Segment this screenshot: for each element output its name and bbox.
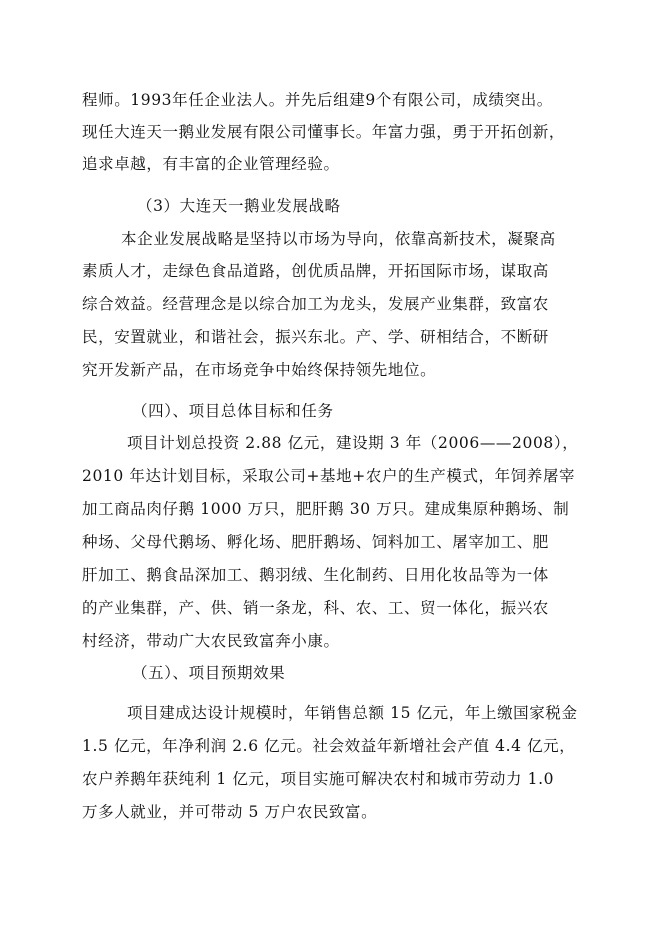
paragraph-line (0, 698, 662, 728)
section-heading (0, 396, 662, 426)
section-heading-text: （五）、项目预期效果 (132, 664, 286, 682)
text-run: 追求卓越，有丰富的企业管理经验。 (82, 155, 340, 173)
text-run: 肝加工、鹅食品深加工、鹅羽绒、生化制药、日用化妆品等为一体 (82, 566, 549, 584)
text-run: 2010 年达计划目标，采取公司+基地+农户的生产模式，年饲养屠宰 (82, 467, 576, 485)
text-run: 程师。1993年任企业法人。并先后组建9个有限公司，成绩突出。 (82, 91, 553, 109)
text-run: 素质人才，走绿色食品道路，创优质品牌，开拓国际市场，谋取高 (82, 262, 549, 280)
paragraph-line (0, 117, 662, 147)
paragraph-line (0, 256, 662, 286)
section-heading (0, 191, 662, 221)
paragraph-line (0, 322, 662, 352)
paragraph-line (0, 224, 662, 254)
text-run: 综合效益。经营理念是以综合加工为龙头，发展产业集群，致富农 (82, 295, 549, 313)
section-heading (0, 658, 662, 688)
text-run: 究开发新产品，在市场竞争中始终保持领先地位。 (82, 361, 437, 379)
text-run: 种场、父母代鹅场、孵化场、肥肝鹅场、饲料加工、屠宰加工、肥 (82, 533, 549, 551)
paragraph-line (0, 797, 662, 827)
text-run: 万多人就业，并可带动 5 万户农民致富。 (82, 803, 378, 821)
text-run: 民，安置就业，和谐社会，振兴东北。产、学、研相结合，不断研 (82, 328, 549, 346)
text-run: 的产业集群，产、供、销一条龙，科、农、工、贸一体化，振兴农 (82, 599, 549, 617)
paragraph-line (0, 560, 662, 590)
text-run: 农户养鹅年获纯利 1 亿元，项目实施可解决农村和城市劳动力 1.0 (82, 770, 555, 788)
paragraph-line (0, 355, 662, 385)
text-run: 1.5 亿元，年净利润 2.6 亿元。社会效益年新增社会产值 4.4 亿元， (82, 737, 576, 755)
text-run: 项目建成达设计规模时，年销售总额 15 亿元，年上缴国家税金 (127, 704, 578, 722)
paragraph-line (0, 527, 662, 557)
paragraph-line (0, 461, 662, 491)
text-run: 项目计划总投资 2.88 亿元，建设期 3 年（2006——2008）， (127, 434, 579, 452)
paragraph-line (0, 289, 662, 319)
section-heading-text: （四）、项目总体目标和任务 (132, 402, 334, 420)
paragraph-line (0, 494, 662, 524)
text-run: 本企业发展战略是坚持以市场为导向，依靠高新技术，凝聚高 (121, 230, 556, 248)
text-run: 加工商品肉仔鹅 1000 万只，肥肝鹅 30 万只。建成集原种鹅场、制 (82, 500, 570, 518)
paragraph-line (0, 428, 662, 458)
paragraph-line (0, 149, 662, 179)
text-run: 现任大连天一鹅业发展有限公司懂事长。年富力强，勇于开拓创新， (82, 123, 566, 141)
text-run: 村经济，带动广大农民致富奔小康。 (82, 632, 340, 650)
paragraph-line (0, 731, 662, 761)
section-heading-text: （3）大连天一鹅业发展战略 (137, 197, 341, 215)
paragraph-line (0, 593, 662, 623)
paragraph-line (0, 85, 662, 115)
paragraph-line (0, 626, 662, 656)
paragraph-line (0, 764, 662, 794)
